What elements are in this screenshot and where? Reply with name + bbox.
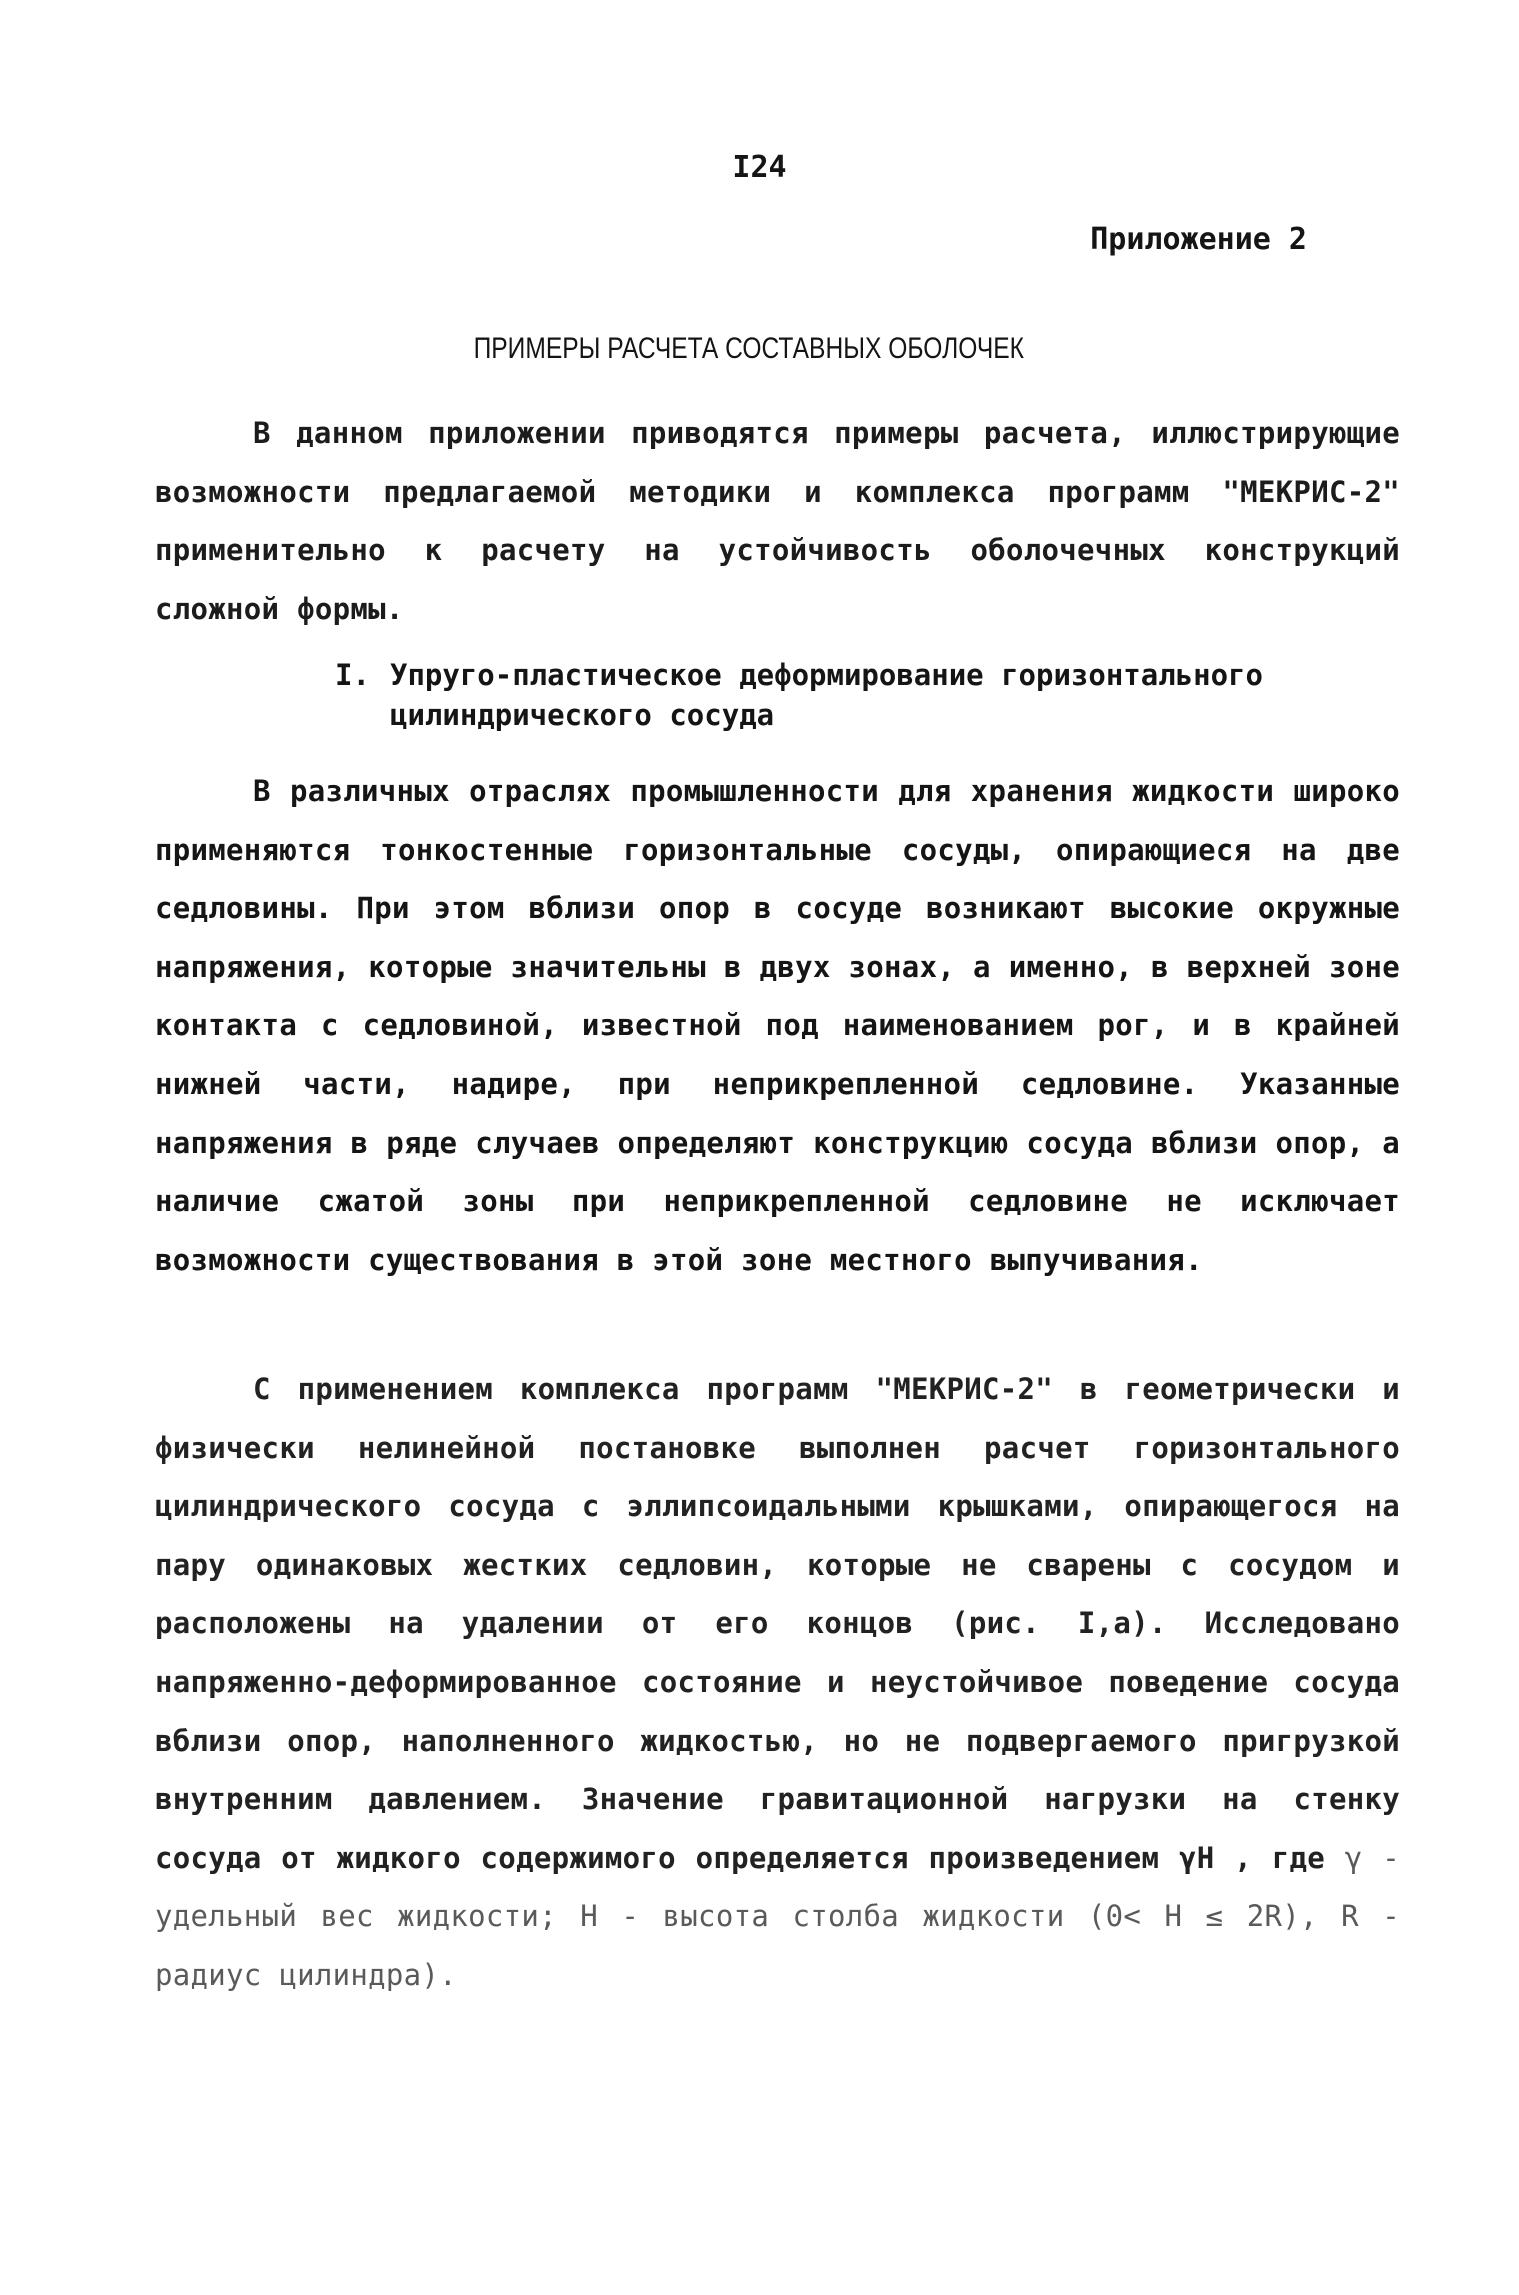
appendix-label: Приложение 2 xyxy=(1090,222,1307,257)
document-title: ПРИМЕРЫ РАСЧЕТА СОСТАВНЫХ ОБОЛОЧЕК xyxy=(473,332,1024,365)
intro-paragraph: В данном приложении приводятся примеры расчета, иллюстрирующие возможности предлагаемой методики и комплекса программ "МЕКРИС-2" применительно к расчету на устойчивость оболочечных конструкций сложной формы. xyxy=(155,416,1400,626)
section-number: I. xyxy=(335,658,370,692)
section-title-line1: Упруго-пластическое деформирование горизонтального xyxy=(390,658,1263,692)
section-heading xyxy=(335,655,1365,735)
body-paragraph-calculation xyxy=(155,1360,1400,2005)
calculation-main-text: С применением комплекса программ "МЕКРИС-2" в геометрически и физически нелинейной постановке выполнен расчет горизонтального цилиндрического сосуда с эллипсоидальными крышками, опирающегося на пару одинаковых жестких седловин, которые не сварены с сосудом и расположены на удалении от его концов (рис. I,а). Исследовано напряженно-деформированное состояние и неустойчивое поведение сосуда вблизи опор, наполненного жидкостью, но не подвергаемого пригрузкой внутренним давлением. Значение гравитационной нагрузки на стенку сосуда от жидкого содержимого определяется произведением γH , где xyxy=(155,1372,1400,1875)
section-title-line2: цилиндрического сосуда xyxy=(390,698,775,732)
calculation-tail-text: γ - удельный вес жидкости; H - высота столба жидкости (0< H ≤ 2R), R - радиус цилиндра). xyxy=(155,1840,1400,1992)
page-number: I24 xyxy=(732,150,787,185)
body-paragraph-storage: В различных отраслях промышленности для хранения жидкости широко применяются тонкостенные горизонтальные сосуды, опирающиеся на две седловины. При этом вблизи опор в сосуде возникают высокие окружные напряжения, которые значительны в двух зонах, а именно, в верхней зоне контакта с седловиной, известной под наименованием рог, и в крайней нижней части, надире, при неприкрепленной седловине. Указанные напряжения в ряде случаев определяют конструкцию сосуда вблизи опор, а наличие сжатой зоны при неприкрепленной седловине не исключает возможности существования в этой зоне местного выпучивания. xyxy=(155,774,1400,1277)
